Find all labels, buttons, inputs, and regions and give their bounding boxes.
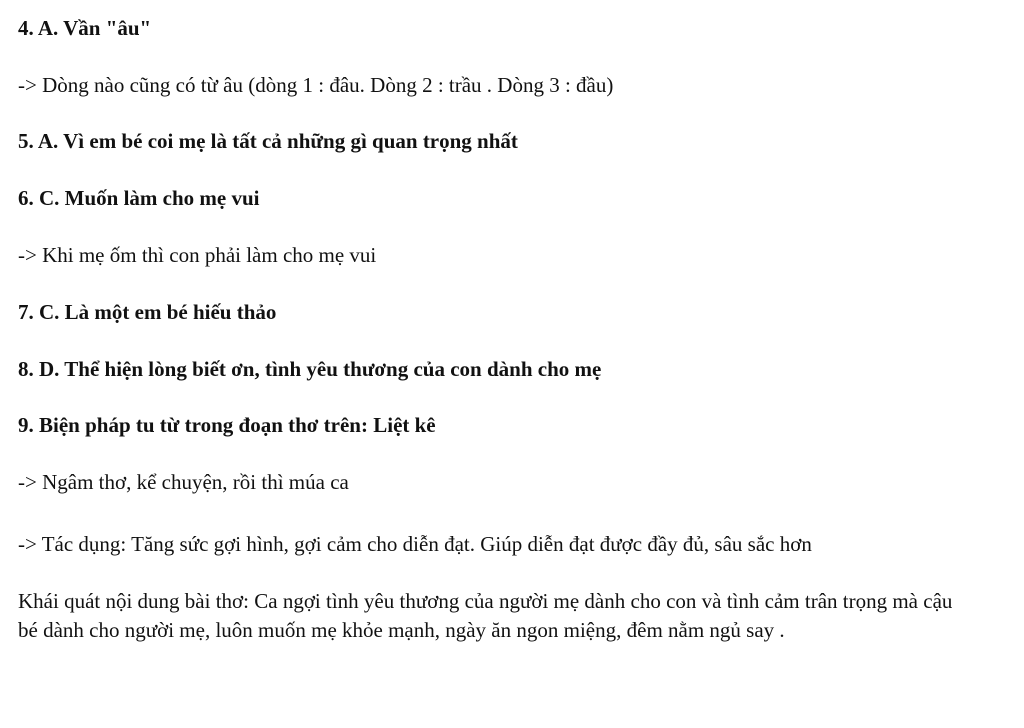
poem-summary-paragraph: Khái quát nội dung bài thơ: Ca ngợi tình yêu thương của người mẹ dành cho con và tình cảm trân trọng mà cậu bé dành cho người mẹ, luôn muốn mẹ khỏe mạnh, ngày ăn ngon miệng, đêm nằm ngủ say . [18,589,953,642]
answer-4-heading: 4. A. Vần "âu" [18,16,152,40]
answer-9-example: -> Ngâm thơ, kể chuyện, rồi thì múa ca [18,470,349,494]
answer-9-heading: 9. Biện pháp tu từ trong đoạn thơ trên: Liệt kê [18,413,436,437]
answer-8-heading: 8. D. Thể hiện lòng biết ơn, tình yêu thương của con dành cho mẹ [18,357,602,381]
answer-6-heading: 6. C. Muốn làm cho mẹ vui [18,186,260,210]
answer-5-heading: 5. A. Vì em bé coi mẹ là tất cả những gì quan trọng nhất [18,129,518,153]
answer-7-heading: 7. C. Là một em bé hiếu thảo [18,300,277,324]
answer-4-explanation: -> Dòng nào cũng có từ âu (dòng 1 : đâu. Dòng 2 : trầu . Dòng 3 : đầu) [18,73,614,97]
answer-9-effect: -> Tác dụng: Tăng sức gợi hình, gợi cảm cho diễn đạt. Giúp diễn đạt được đầy đủ, sâu sắc hơn [18,532,812,556]
answer-6-explanation: -> Khi mẹ ốm thì con phải làm cho mẹ vui [18,243,377,267]
